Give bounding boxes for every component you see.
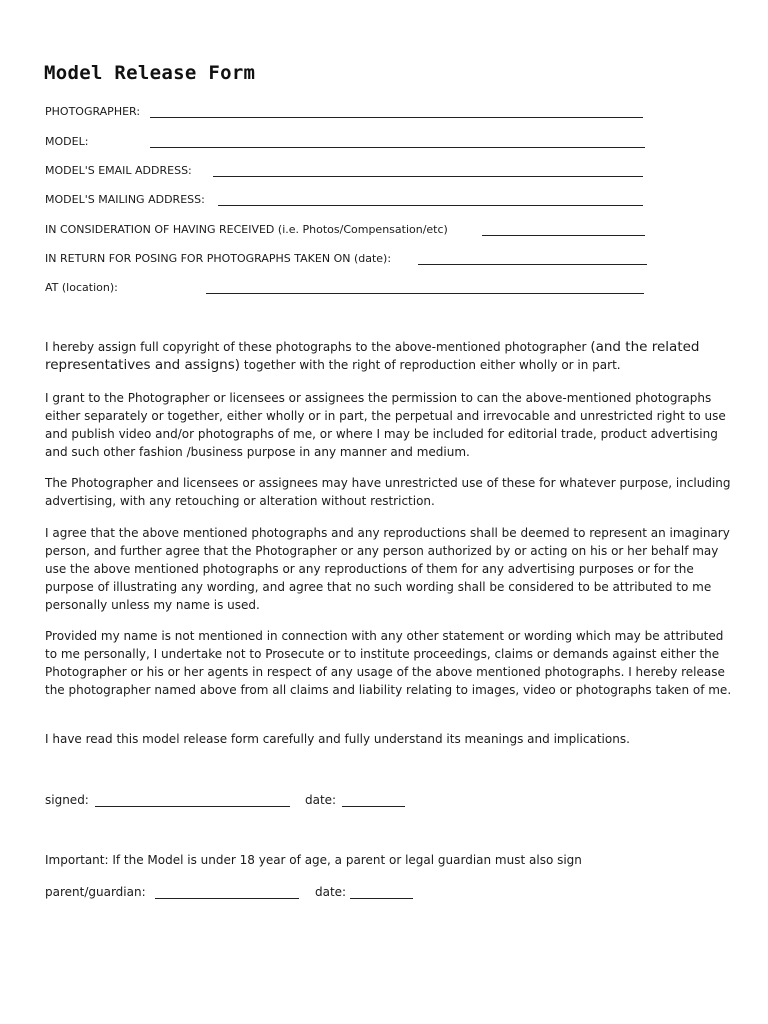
agreement-paragraph: I agree that the above mentioned photographs and any reproductions shall be deemed to represent an imaginary person, and further agree that the Photographer or any person authorized by or acting on his or her behalf may use the above mentioned photographs or any reproductions of them for any advertising purposes or for the purpose of illustrating any wording, and agree that no such wording shall be considered to be attributed to me personally unless my name is used.	[45, 526, 730, 612]
location-label: AT (location):	[45, 281, 118, 294]
copyright-paragraph	[45, 338, 735, 374]
mailing-address-field[interactable]	[218, 205, 643, 206]
release-paragraph: Provided my name is not mentioned in connection with any other statement or wording which may be attributed to me personally, I undertake not to Prosecute or to institute proceedings, claims or demands against either the Photographer or his or her agents in respect of any usage of the above mentioned photographs. I hereby release the photographer named above from all claims and liability relating to images, video or photographs taken of me.	[45, 629, 732, 697]
mailing-address-label: MODEL'S MAILING ADDRESS:	[45, 193, 205, 206]
consideration-label: IN CONSIDERATION OF HAVING RECEIVED (i.e. Photos/Compensation/etc)	[45, 223, 448, 236]
signed-date-label: date:	[305, 793, 337, 807]
location-field[interactable]	[206, 293, 644, 294]
email-field[interactable]	[213, 176, 643, 177]
page-title: Model Release Form	[44, 62, 256, 84]
email-label: MODEL'S EMAIL ADDRESS:	[45, 164, 192, 177]
photographer-label: PHOTOGRAPHER:	[45, 105, 141, 118]
model-field[interactable]	[150, 147, 645, 148]
usage-paragraph: The Photographer and licensees or assignees may have unrestricted use of these for whatever purpose, including advertising, with any retouching or alteration without restriction.	[45, 476, 731, 508]
important-note: Important: If the Model is under 18 year of age, a parent or legal guardian must also sign	[45, 853, 582, 867]
signed-label: signed:	[45, 793, 89, 807]
consideration-field[interactable]	[482, 235, 645, 236]
acknowledgement-paragraph: I have read this model release form carefully and fully understand its meanings and implications.	[45, 732, 630, 746]
date-taken-label: IN RETURN FOR POSING FOR PHOTOGRAPHS TAKEN ON (date):	[45, 252, 392, 265]
date-taken-field[interactable]	[418, 264, 647, 265]
grant-paragraph: I grant to the Photographer or licensees or assignees the permission to can the above-mentioned photographs either separately or together, either wholly or in part, the perpetual and irrevocable and unrestricted right to use and publish video and/or photographs of me, or where I may be included for editorial trade, product advertising and such other fashion /business purpose in any manner and medium.	[45, 391, 726, 459]
model-label: MODEL:	[45, 135, 89, 148]
guardian-date-field[interactable]	[350, 898, 413, 899]
signed-date-field[interactable]	[342, 806, 405, 807]
copyright-text-b: (and the related representatives and assigns)	[45, 339, 700, 373]
guardian-signature-field[interactable]	[155, 898, 299, 899]
copyright-text-a: I hereby assign full copyright of these photographs to the above-mentioned photographer	[45, 340, 587, 354]
copyright-text-c: together with the right of reproduction either wholly or in part.	[243, 358, 621, 372]
signature-field[interactable]	[95, 806, 290, 807]
photographer-field[interactable]	[150, 117, 643, 118]
guardian-date-label: date:	[315, 885, 347, 899]
guardian-label: parent/guardian:	[45, 885, 146, 899]
